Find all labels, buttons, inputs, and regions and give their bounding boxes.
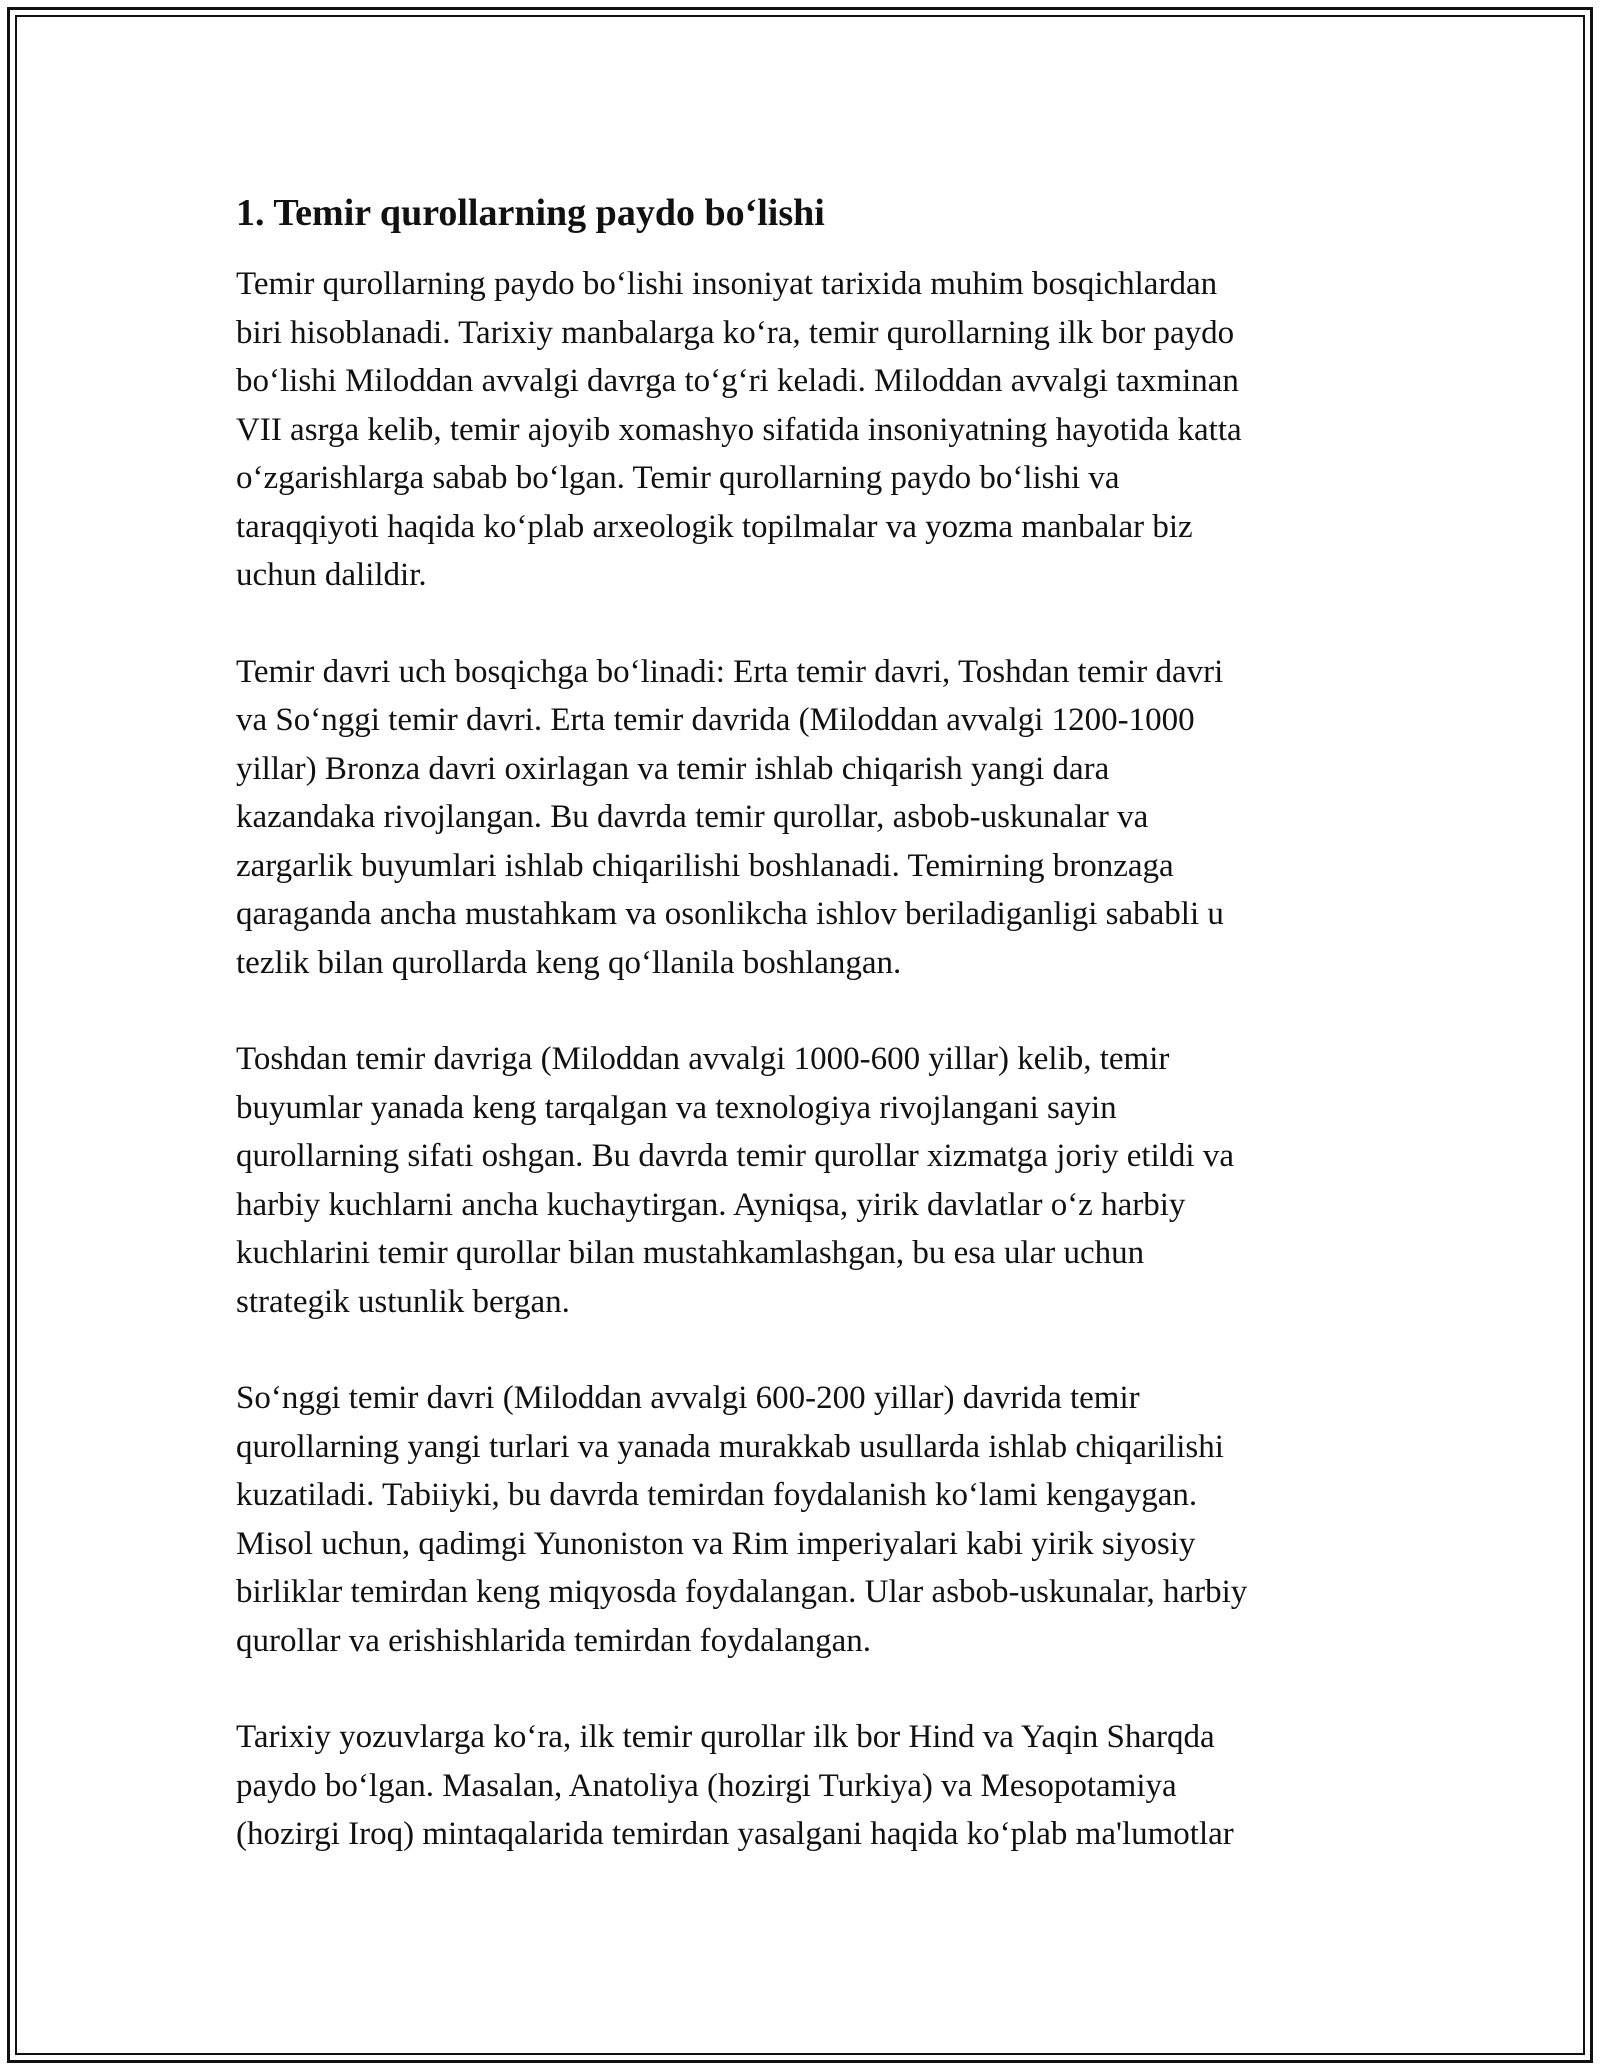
paragraph-line: uchun dalildir. xyxy=(236,557,427,593)
paragraph-line: tezlik bilan qurollarda keng qo‘llanila boshlangan. xyxy=(236,944,902,981)
paragraph-line: kuchlarini temir qurollar bilan mustahkamlashgan, bu esa ular uchun xyxy=(236,1235,1145,1271)
section-heading: 1. Temir qurollarning paydo bo‘lishi xyxy=(236,192,825,234)
paragraph-1 xyxy=(236,260,1366,600)
paragraph-5 xyxy=(236,1713,1366,1859)
paragraph-line: Toshdan temir davriga (Miloddan avvalgi 1000-600 yillar) kelib, temir xyxy=(236,1041,1170,1077)
paragraph-line: strategik ustunlik bergan. xyxy=(236,1283,570,1320)
paragraph-line: Misol uchun, qadimgi Yunoniston va Rim imperiyalari kabi yirik siyosiy xyxy=(236,1525,1196,1562)
paragraph-line: buyumlar yanada keng tarqalgan va texnologiya rivojlangani sayin xyxy=(236,1089,1117,1126)
paragraph-line: paydo bo‘lgan. Masalan, Anatoliya (hozirgi Turkiya) va Mesopotamiya xyxy=(236,1767,1177,1804)
paragraph-line: Tarixiy yozuvlarga ko‘ra, ilk temir qurollar ilk bor Hind va Yaqin Sharqda xyxy=(236,1719,1215,1755)
paragraph-line: birliklar temirdan keng miqyosda foydalangan. Ular asbob-uskunalar, harbiy xyxy=(236,1574,1248,1610)
paragraph-line: zargarlik buyumlari ishlab chiqarilishi boshlanadi. Temirning bronzaga xyxy=(236,847,1174,884)
paragraph-line: qaraganda ancha mustahkam va osonlikcha ishlov beriladiganligi sababli u xyxy=(236,896,1224,932)
paragraph-line: Temir davri uch bosqichga bo‘linadi: Erta temir davri, Toshdan temir davri xyxy=(236,653,1224,690)
paragraph-line: Temir qurollarning paydo bo‘lishi insoniyat tarixida muhim bosqichlardan xyxy=(236,266,1218,302)
paragraph-line: o‘zgarishlarga sabab bo‘lgan. Temir qurollarning paydo bo‘lishi va xyxy=(236,460,1120,496)
paragraph-line: va So‘nggi temir davri. Erta temir davrida (Miloddan avvalgi 1200-1000 xyxy=(236,702,1195,738)
paragraph-line: biri hisoblanadi. Tarixiy manbalarga ko‘ra, temir qurollarning ilk bor paydo xyxy=(236,314,1235,351)
document-body xyxy=(236,188,1366,1907)
paragraph-line: VII asrga kelib, temir ajoyib xomashyo sifatida insoniyatning hayotida katta xyxy=(236,411,1242,448)
paragraph-line: (hozirgi Iroq) mintaqalarida temirdan yasalgani haqida ko‘plab ma'lumotlar xyxy=(236,1816,1234,1852)
paragraph-line: kuzatiladi. Tabiiyki, bu davrda temirdan foydalanish ko‘lami kengaygan. xyxy=(236,1477,1198,1513)
paragraph-line: qurollarning sifati oshgan. Bu davrda temir qurollar xizmatga joriy etildi va xyxy=(236,1138,1234,1174)
paragraph-line: kazandaka rivojlangan. Bu davrda temir qurollar, asbob-uskunalar va xyxy=(236,799,1149,835)
paragraph-line: qurollarning yangi turlari va yanada murakkab usullarda ishlab chiqarilishi xyxy=(236,1428,1224,1465)
paragraph-4 xyxy=(236,1374,1366,1665)
paragraph-line: bo‘lishi Miloddan avvalgi davrga to‘g‘ri keladi. Miloddan avvalgi taxminan xyxy=(236,363,1239,399)
paragraph-line: harbiy kuchlarni ancha kuchaytirgan. Ayniqsa, yirik davlatlar o‘z harbiy xyxy=(236,1186,1186,1223)
paragraph-line: qurollar va erishishlarida temirdan foydalangan. xyxy=(236,1622,872,1659)
paragraph-3 xyxy=(236,1035,1366,1326)
paragraph-2 xyxy=(236,648,1366,988)
paragraph-line: yillar) Bronza davri oxirlagan va temir ishlab chiqarish yangi dara xyxy=(236,750,1110,787)
paragraph-line: So‘nggi temir davri (Miloddan avvalgi 600-200 yillar) davrida temir xyxy=(236,1380,1140,1416)
paragraph-line: taraqqiyoti haqida ko‘plab arxeologik topilmalar va yozma manbalar biz xyxy=(236,508,1193,545)
